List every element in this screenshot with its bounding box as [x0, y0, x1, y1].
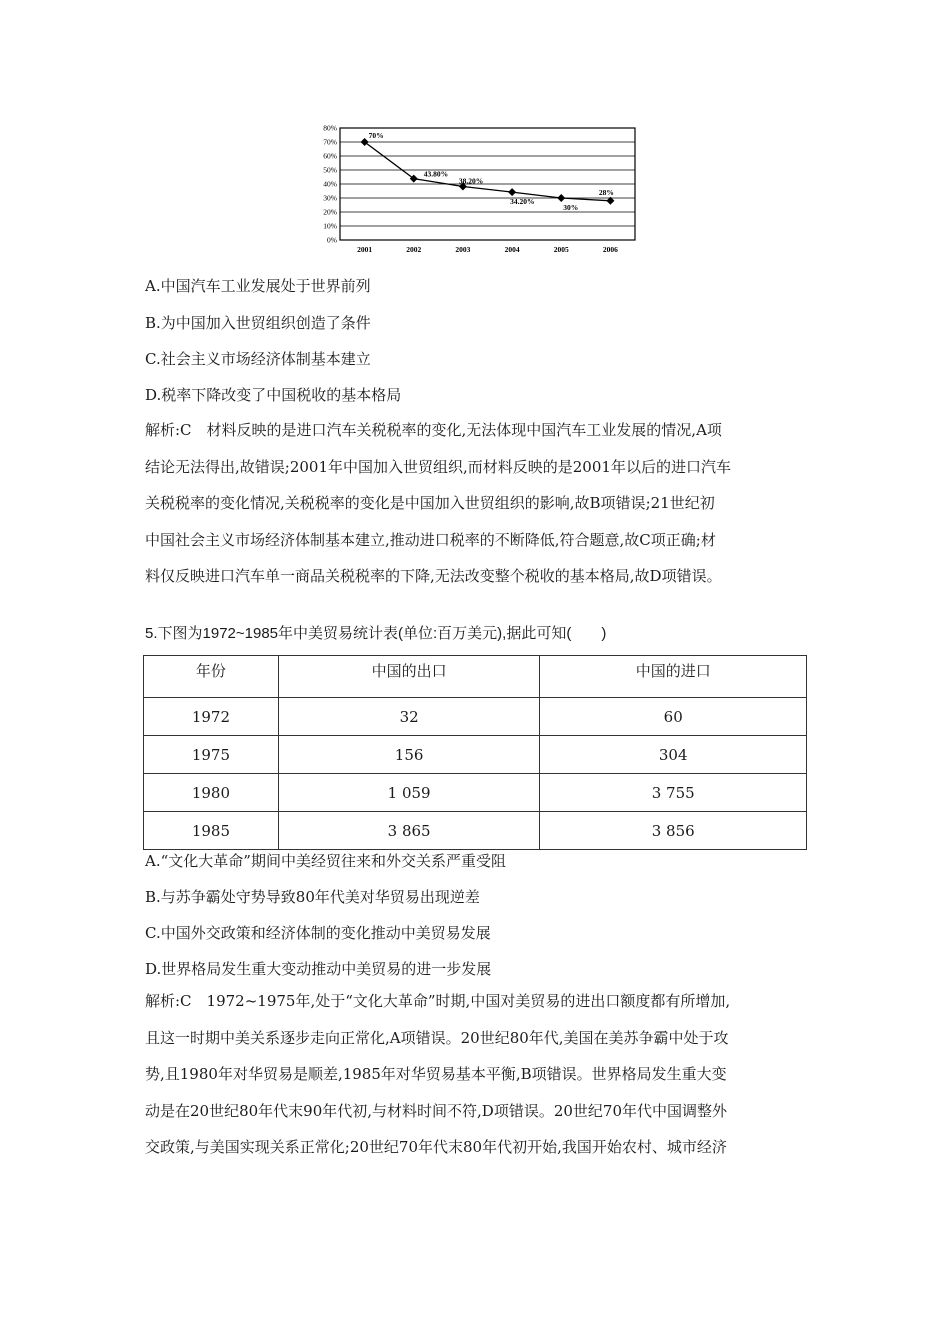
- y-tick-label: 10%: [323, 221, 337, 231]
- q4-analysis-line: 料仅反映进口汽车单一商品关税税率的下降,无法改变整个税收的基本格局,故D项错误。: [145, 567, 722, 586]
- y-tick-label: 40%: [323, 179, 337, 189]
- cell-import: 3 856: [540, 812, 807, 850]
- y-tick-label: 60%: [323, 151, 337, 161]
- series-line: [365, 142, 611, 201]
- x-tick-label: 2006: [602, 245, 618, 254]
- q4-analysis: [145, 412, 810, 595]
- q5-stem: 5.下图为1972~1985年中美贸易统计表(单位:百万美元),据此可知( ): [145, 625, 607, 642]
- table-row: [144, 736, 807, 774]
- q5-option-b: B.与苏争霸处守势导致80年代美对华贸易出现逆差: [145, 888, 480, 906]
- y-tick-label: 20%: [323, 207, 337, 217]
- data-label: 43.80%: [423, 169, 449, 179]
- q5-analysis-line: 动是在20世纪80年代末90年代初,与材料时间不符,D项错误。20世纪70年代中国调整外: [145, 1101, 728, 1120]
- q5-option-a: A.“文化大革命”期间中美经贸往来和外交关系严重受阻: [145, 852, 506, 870]
- q5-analysis-line: 势,且1980年对华贸易是顺差,1985年对华贸易基本平衡,B项错误。世界格局发生重大变: [145, 1065, 727, 1084]
- q5-analysis-line: 且这一时期中美关系逐步走向正常化,A项错误。20世纪80年代,美国在美苏争霸中处于攻: [145, 1028, 729, 1047]
- cell-export: 3 865: [278, 812, 540, 850]
- x-tick-label: 2002: [406, 245, 422, 254]
- trade-table: [143, 655, 807, 850]
- tariff-line-chart: [305, 120, 645, 260]
- q5-option-d: D.世界格局发生重大变动推动中美贸易的进一步发展: [145, 960, 492, 978]
- q4-analysis-line: 中国社会主义市场经济体制基本建立,推动进口税率的不断降低,符合题意,故C项正确;材: [145, 530, 716, 549]
- q4-option-d: D.税率下降改变了中国税收的基本格局: [145, 386, 402, 404]
- cell-export: 1 059: [278, 774, 540, 812]
- table-header-row: [144, 656, 807, 698]
- x-tick-label: 2005: [553, 245, 569, 254]
- header-export: 中国的出口: [278, 656, 540, 698]
- y-tick-label: 30%: [323, 193, 337, 203]
- table-row: [144, 812, 807, 850]
- header-year: 年份: [144, 656, 279, 698]
- q5-option-c: C.中国外交政策和经济体制的变化推动中美贸易发展: [145, 924, 491, 942]
- data-label: 28%: [598, 187, 614, 197]
- x-tick-label: 2004: [504, 245, 520, 254]
- y-tick-label: 0%: [327, 235, 337, 245]
- cell-import: 304: [540, 736, 807, 774]
- cell-year: 1975: [144, 736, 279, 774]
- cell-export: 156: [278, 736, 540, 774]
- data-label: 70%: [368, 131, 384, 140]
- q5-analysis: [145, 983, 810, 1166]
- q4-analysis-line: 关税税率的变化情况,关税税率的变化是中国加入世贸组织的影响,故B项错误;21世纪初: [145, 494, 715, 513]
- data-label: 38.20%: [458, 176, 484, 186]
- table-row: [144, 698, 807, 736]
- y-tick-label: 50%: [323, 165, 337, 175]
- q5-analysis-line: 解析:C 1972~1975年,处于“文化大革命”时期,中国对美贸易的进出口额度都有所增加,: [145, 992, 731, 1010]
- data-point-marker: [557, 194, 565, 202]
- data-point-marker: [508, 188, 516, 196]
- data-label: 34.20%: [510, 197, 535, 207]
- cell-import: 3 755: [540, 774, 807, 812]
- q4-option-c: C.社会主义市场经济体制基本建立: [145, 350, 371, 368]
- cell-export: 32: [278, 698, 540, 736]
- data-label: 30%: [563, 203, 579, 212]
- cell-year: 1985: [144, 812, 279, 850]
- q4-option-a: A.中国汽车工业发展处于世界前列: [145, 277, 371, 295]
- q4-analysis-line: 解析:C 材料反映的是进口汽车关税税率的变化,无法体现中国汽车工业发展的情况,A项: [145, 421, 722, 439]
- header-import: 中国的进口: [540, 656, 807, 698]
- q4-option-b: B.为中国加入世贸组织创造了条件: [145, 314, 371, 332]
- cell-year: 1972: [144, 698, 279, 736]
- q4-analysis-line: 结论无法得出,故错误;2001年中国加入世贸组织,而材料反映的是2001年以后的进口汽车: [145, 457, 731, 476]
- cell-year: 1980: [144, 774, 279, 812]
- y-tick-label: 80%: [323, 123, 337, 133]
- y-tick-label: 70%: [323, 137, 337, 147]
- x-tick-label: 2001: [357, 245, 373, 254]
- x-tick-label: 2003: [455, 245, 471, 254]
- cell-import: 60: [540, 698, 807, 736]
- q5-analysis-line: 交政策,与美国实现关系正常化;20世纪70年代末80年代初开始,我国开始农村、城市经济: [145, 1138, 727, 1157]
- table-row: [144, 774, 807, 812]
